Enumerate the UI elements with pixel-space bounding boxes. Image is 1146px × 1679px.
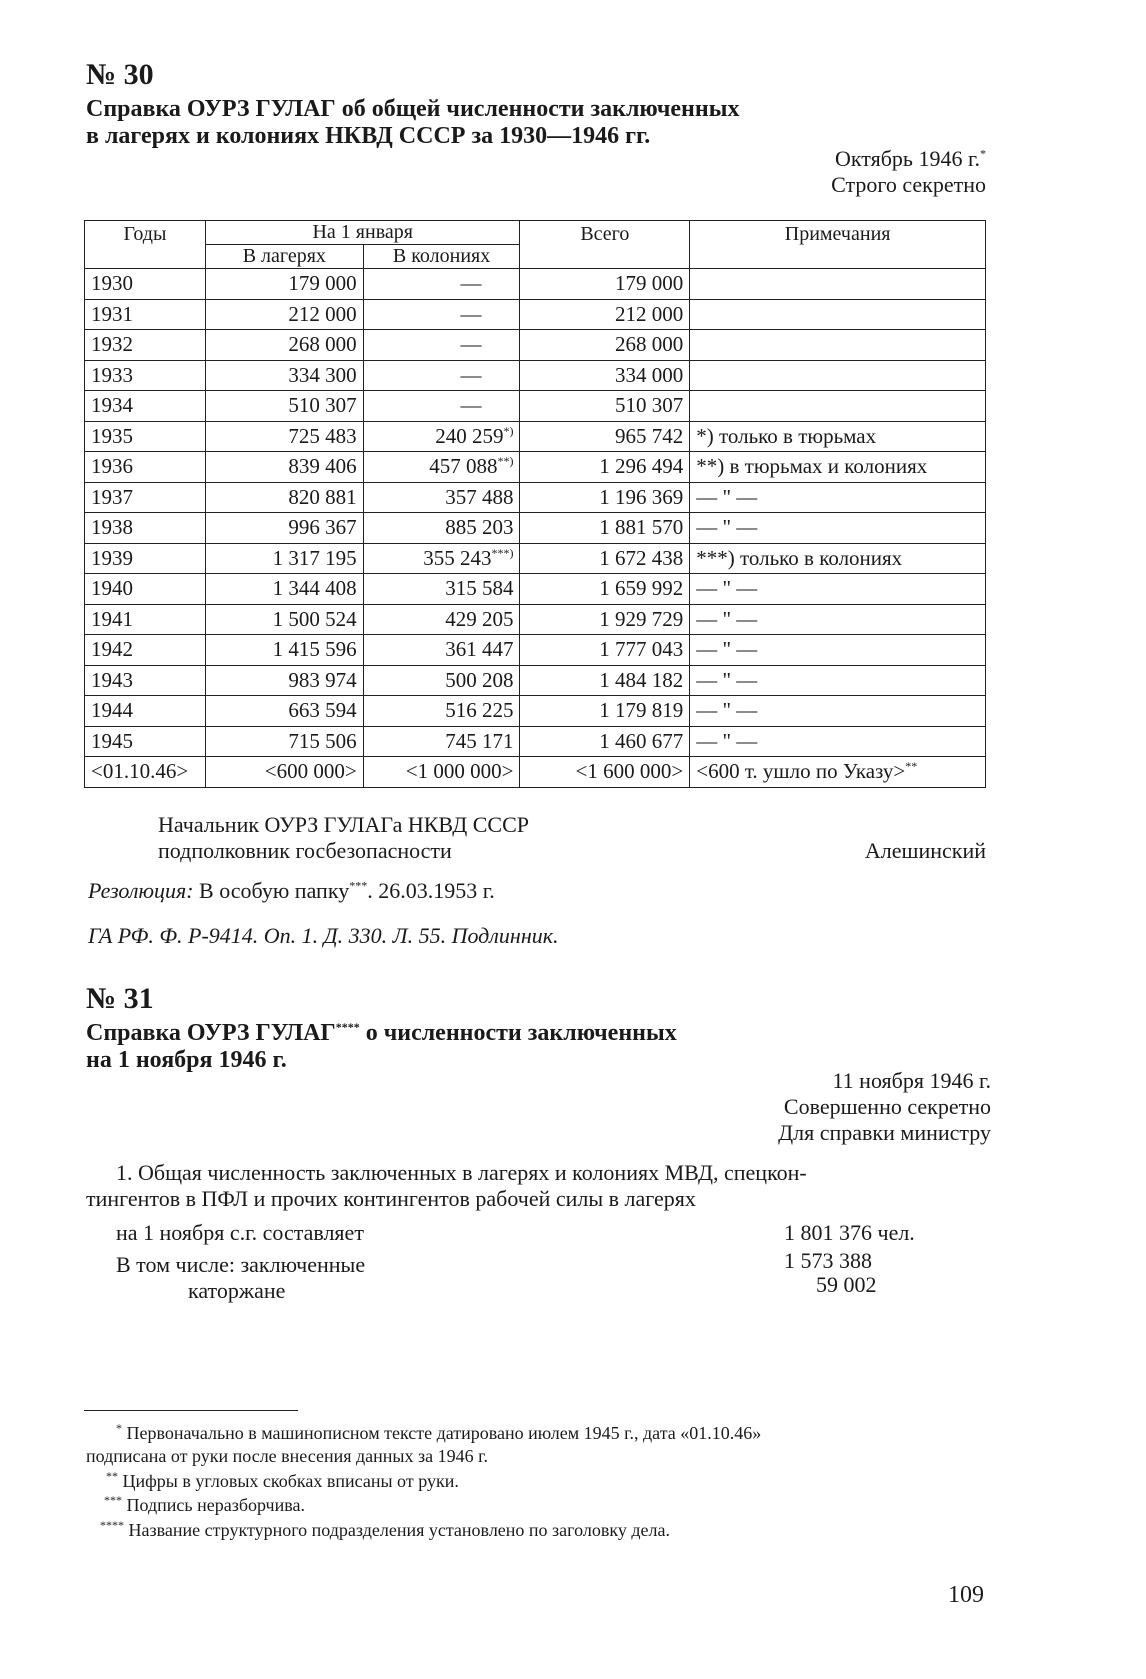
cell-year: 1936 xyxy=(85,452,206,483)
cell-note: <600 т. ушло по Указу>** xyxy=(690,757,986,788)
cell-total: 1 296 494 xyxy=(520,452,690,483)
table-row xyxy=(85,604,986,635)
table-row xyxy=(85,360,986,391)
cell-colonies: 745 171 xyxy=(363,726,520,757)
header-jan1: На 1 января xyxy=(205,221,520,245)
table-row xyxy=(85,543,986,574)
cell-year: 1941 xyxy=(85,604,206,635)
table-row xyxy=(85,635,986,666)
cell-camps: 1 317 195 xyxy=(205,543,363,574)
cell-colonies: — xyxy=(363,360,520,391)
cell-note: — " — xyxy=(690,726,986,757)
cell-total: 1 777 043 xyxy=(520,635,690,666)
cell-total: 965 742 xyxy=(520,421,690,452)
cell-year: 1938 xyxy=(85,513,206,544)
doc31-title-line1: Справка ОУРЗ ГУЛАГ**** о численности заключенных xyxy=(86,1020,677,1046)
table-row xyxy=(85,269,986,300)
doc31-paragraph-line2: тингентов в ПФЛ и прочих контингентов рабочей силы в лагерях xyxy=(86,1186,696,1211)
header-notes: Примечания xyxy=(690,221,986,269)
cell-total: 1 460 677 xyxy=(520,726,690,757)
item-label-convicts: каторжане xyxy=(188,1278,286,1303)
footnote-4: **** Название структурного подразделения установлено по заголовку дела. xyxy=(100,1518,670,1540)
cell-year: 1939 xyxy=(85,543,206,574)
item-value-convicts: 59 002 xyxy=(816,1272,877,1297)
cell-total: 1 881 570 xyxy=(520,513,690,544)
cell-note: **) в тюрьмах и колониях xyxy=(690,452,986,483)
cell-colonies: 315 584 xyxy=(363,574,520,605)
cell-camps: 179 000 xyxy=(205,269,363,300)
cell-note xyxy=(690,299,986,330)
item-label-prisoners: В том числе: заключенные xyxy=(116,1252,366,1277)
doc30-number: № 30 xyxy=(86,58,154,91)
cell-year: 1934 xyxy=(85,391,206,422)
cell-note xyxy=(690,360,986,391)
cell-camps: 1 415 596 xyxy=(205,635,363,666)
cell-camps: 1 344 408 xyxy=(205,574,363,605)
item-value-prisoners: 1 573 388 xyxy=(784,1248,872,1273)
cell-camps: <600 000> xyxy=(205,757,363,788)
doc31-title xyxy=(86,1020,677,1074)
doc31-title-line2: на 1 ноября 1946 г. xyxy=(86,1047,287,1073)
signature-position-line1: Начальник ОУРЗ ГУЛАГа НКВД СССР xyxy=(158,812,530,837)
resolution: Резолюция: В особую папку***. 26.03.1953 г. xyxy=(88,878,495,903)
cell-total: 1 179 819 xyxy=(520,696,690,727)
cell-colonies: — xyxy=(363,299,520,330)
cell-note: — " — xyxy=(690,482,986,513)
cell-total: 1 484 182 xyxy=(520,665,690,696)
table-row xyxy=(85,482,986,513)
cell-total: 1 929 729 xyxy=(520,604,690,635)
cell-note: — " — xyxy=(690,604,986,635)
table-row xyxy=(85,696,986,727)
cell-camps: 1 500 524 xyxy=(205,604,363,635)
cell-colonies: 355 243***) xyxy=(363,543,520,574)
cell-year: 1937 xyxy=(85,482,206,513)
cell-colonies: 429 205 xyxy=(363,604,520,635)
cell-note xyxy=(690,269,986,300)
table-row xyxy=(85,513,986,544)
cell-year: 1931 xyxy=(85,299,206,330)
table-row xyxy=(85,726,986,757)
table-row xyxy=(85,391,986,422)
resolution-label: Резолюция: xyxy=(88,878,194,903)
cell-year: 1942 xyxy=(85,635,206,666)
signature-position-line2: подполковник госбезопасности xyxy=(158,838,452,863)
table-row xyxy=(85,574,986,605)
table-row xyxy=(85,665,986,696)
cell-colonies: 457 088**) xyxy=(363,452,520,483)
cell-camps: 839 406 xyxy=(205,452,363,483)
cell-note: — " — xyxy=(690,635,986,666)
cell-total: 334 000 xyxy=(520,360,690,391)
signature-name: Алешинский xyxy=(864,838,986,863)
doc30-title-line1: Справка ОУРЗ ГУЛАГ об общей численности заключенных xyxy=(86,96,740,122)
cell-camps: 212 000 xyxy=(205,299,363,330)
cell-note: — " — xyxy=(690,665,986,696)
doc31-addressee: Для справки министру xyxy=(778,1120,991,1145)
cell-camps: 334 300 xyxy=(205,360,363,391)
prisoners-table xyxy=(84,220,986,788)
table-row xyxy=(85,330,986,361)
cell-year: 1935 xyxy=(85,421,206,452)
cell-total: <1 600 000> xyxy=(520,757,690,788)
cell-total: 212 000 xyxy=(520,299,690,330)
cell-camps: 725 483 xyxy=(205,421,363,452)
header-total: Всего xyxy=(520,221,690,269)
table-header-row xyxy=(85,221,986,245)
cell-year: 1944 xyxy=(85,696,206,727)
cell-colonies: <1 000 000> xyxy=(363,757,520,788)
footnote-1: * Первоначально в машинописном тексте датировано июлем 1945 г., дата «01.10.46» подписана от руки после внесения данных за 1946 г. xyxy=(86,1421,762,1466)
cell-note xyxy=(690,391,986,422)
cell-year: 1932 xyxy=(85,330,206,361)
cell-camps: 996 367 xyxy=(205,513,363,544)
cell-year: 1933 xyxy=(85,360,206,391)
doc30-classification: Строго секретно xyxy=(831,172,986,197)
cell-colonies: 500 208 xyxy=(363,665,520,696)
cell-camps: 663 594 xyxy=(205,696,363,727)
archive-source: ГА РФ. Ф. Р-9414. Оп. 1. Д. 330. Л. 55. Подлинник. xyxy=(88,923,559,948)
item-value-total: 1 801 376 чел. xyxy=(784,1220,915,1245)
doc31-classification: Совершенно секретно xyxy=(783,1094,991,1119)
doc30-title xyxy=(86,96,739,150)
cell-year: 1943 xyxy=(85,665,206,696)
cell-total: 510 307 xyxy=(520,391,690,422)
cell-colonies: — xyxy=(363,269,520,300)
cell-note: — " — xyxy=(690,513,986,544)
cell-total: 179 000 xyxy=(520,269,690,300)
cell-colonies: 240 259*) xyxy=(363,421,520,452)
footnote-divider xyxy=(84,1410,298,1411)
table-row xyxy=(85,757,986,788)
cell-colonies: 357 488 xyxy=(363,482,520,513)
header-camps: В лагерях xyxy=(205,245,363,269)
cell-total: 1 659 992 xyxy=(520,574,690,605)
doc31-number: № 31 xyxy=(86,982,154,1015)
cell-colonies: — xyxy=(363,330,520,361)
cell-note: ***) только в колониях xyxy=(690,543,986,574)
doc31-date: 11 ноября 1946 г. xyxy=(832,1068,991,1093)
cell-colonies: 516 225 xyxy=(363,696,520,727)
doc30-date: Октябрь 1946 г.* xyxy=(835,146,986,171)
cell-note: — " — xyxy=(690,696,986,727)
footnote-3: *** Подпись неразборчива. xyxy=(104,1493,305,1515)
cell-colonies: 361 447 xyxy=(363,635,520,666)
doc31-paragraph-line1: 1. Общая численность заключенных в лагерях и колониях МВД, спецкон- xyxy=(116,1160,807,1185)
cell-total: 268 000 xyxy=(520,330,690,361)
signature-block xyxy=(158,812,529,864)
resolution-text: В особую папку xyxy=(193,878,350,903)
cell-camps: 715 506 xyxy=(205,726,363,757)
cell-note: *) только в тюрьмах xyxy=(690,421,986,452)
cell-colonies: — xyxy=(363,391,520,422)
header-years: Годы xyxy=(85,221,206,269)
page-number: 109 xyxy=(948,1582,984,1608)
doc30-title-line2: в лагерях и колониях НКВД СССР за 1930—1946 гг. xyxy=(86,123,651,149)
cell-camps: 268 000 xyxy=(205,330,363,361)
cell-colonies: 885 203 xyxy=(363,513,520,544)
item-label-total: на 1 ноября с.г. составляет xyxy=(116,1220,364,1245)
cell-note: — " — xyxy=(690,574,986,605)
cell-total: 1 672 438 xyxy=(520,543,690,574)
doc30-meta xyxy=(831,146,986,198)
cell-year: 1940 xyxy=(85,574,206,605)
cell-year: 1945 xyxy=(85,726,206,757)
table-body xyxy=(85,269,986,788)
cell-year: 1930 xyxy=(85,269,206,300)
header-colonies: В колониях xyxy=(363,245,520,269)
cell-camps: 820 881 xyxy=(205,482,363,513)
cell-note xyxy=(690,330,986,361)
doc31-meta xyxy=(778,1068,991,1146)
footnote-2: ** Цифры в угловых скобках вписаны от руки. xyxy=(106,1469,459,1491)
cell-total: 1 196 369 xyxy=(520,482,690,513)
cell-year: <01.10.46> xyxy=(85,757,206,788)
table-row xyxy=(85,452,986,483)
cell-camps: 983 974 xyxy=(205,665,363,696)
table-row xyxy=(85,299,986,330)
cell-camps: 510 307 xyxy=(205,391,363,422)
table-row xyxy=(85,421,986,452)
